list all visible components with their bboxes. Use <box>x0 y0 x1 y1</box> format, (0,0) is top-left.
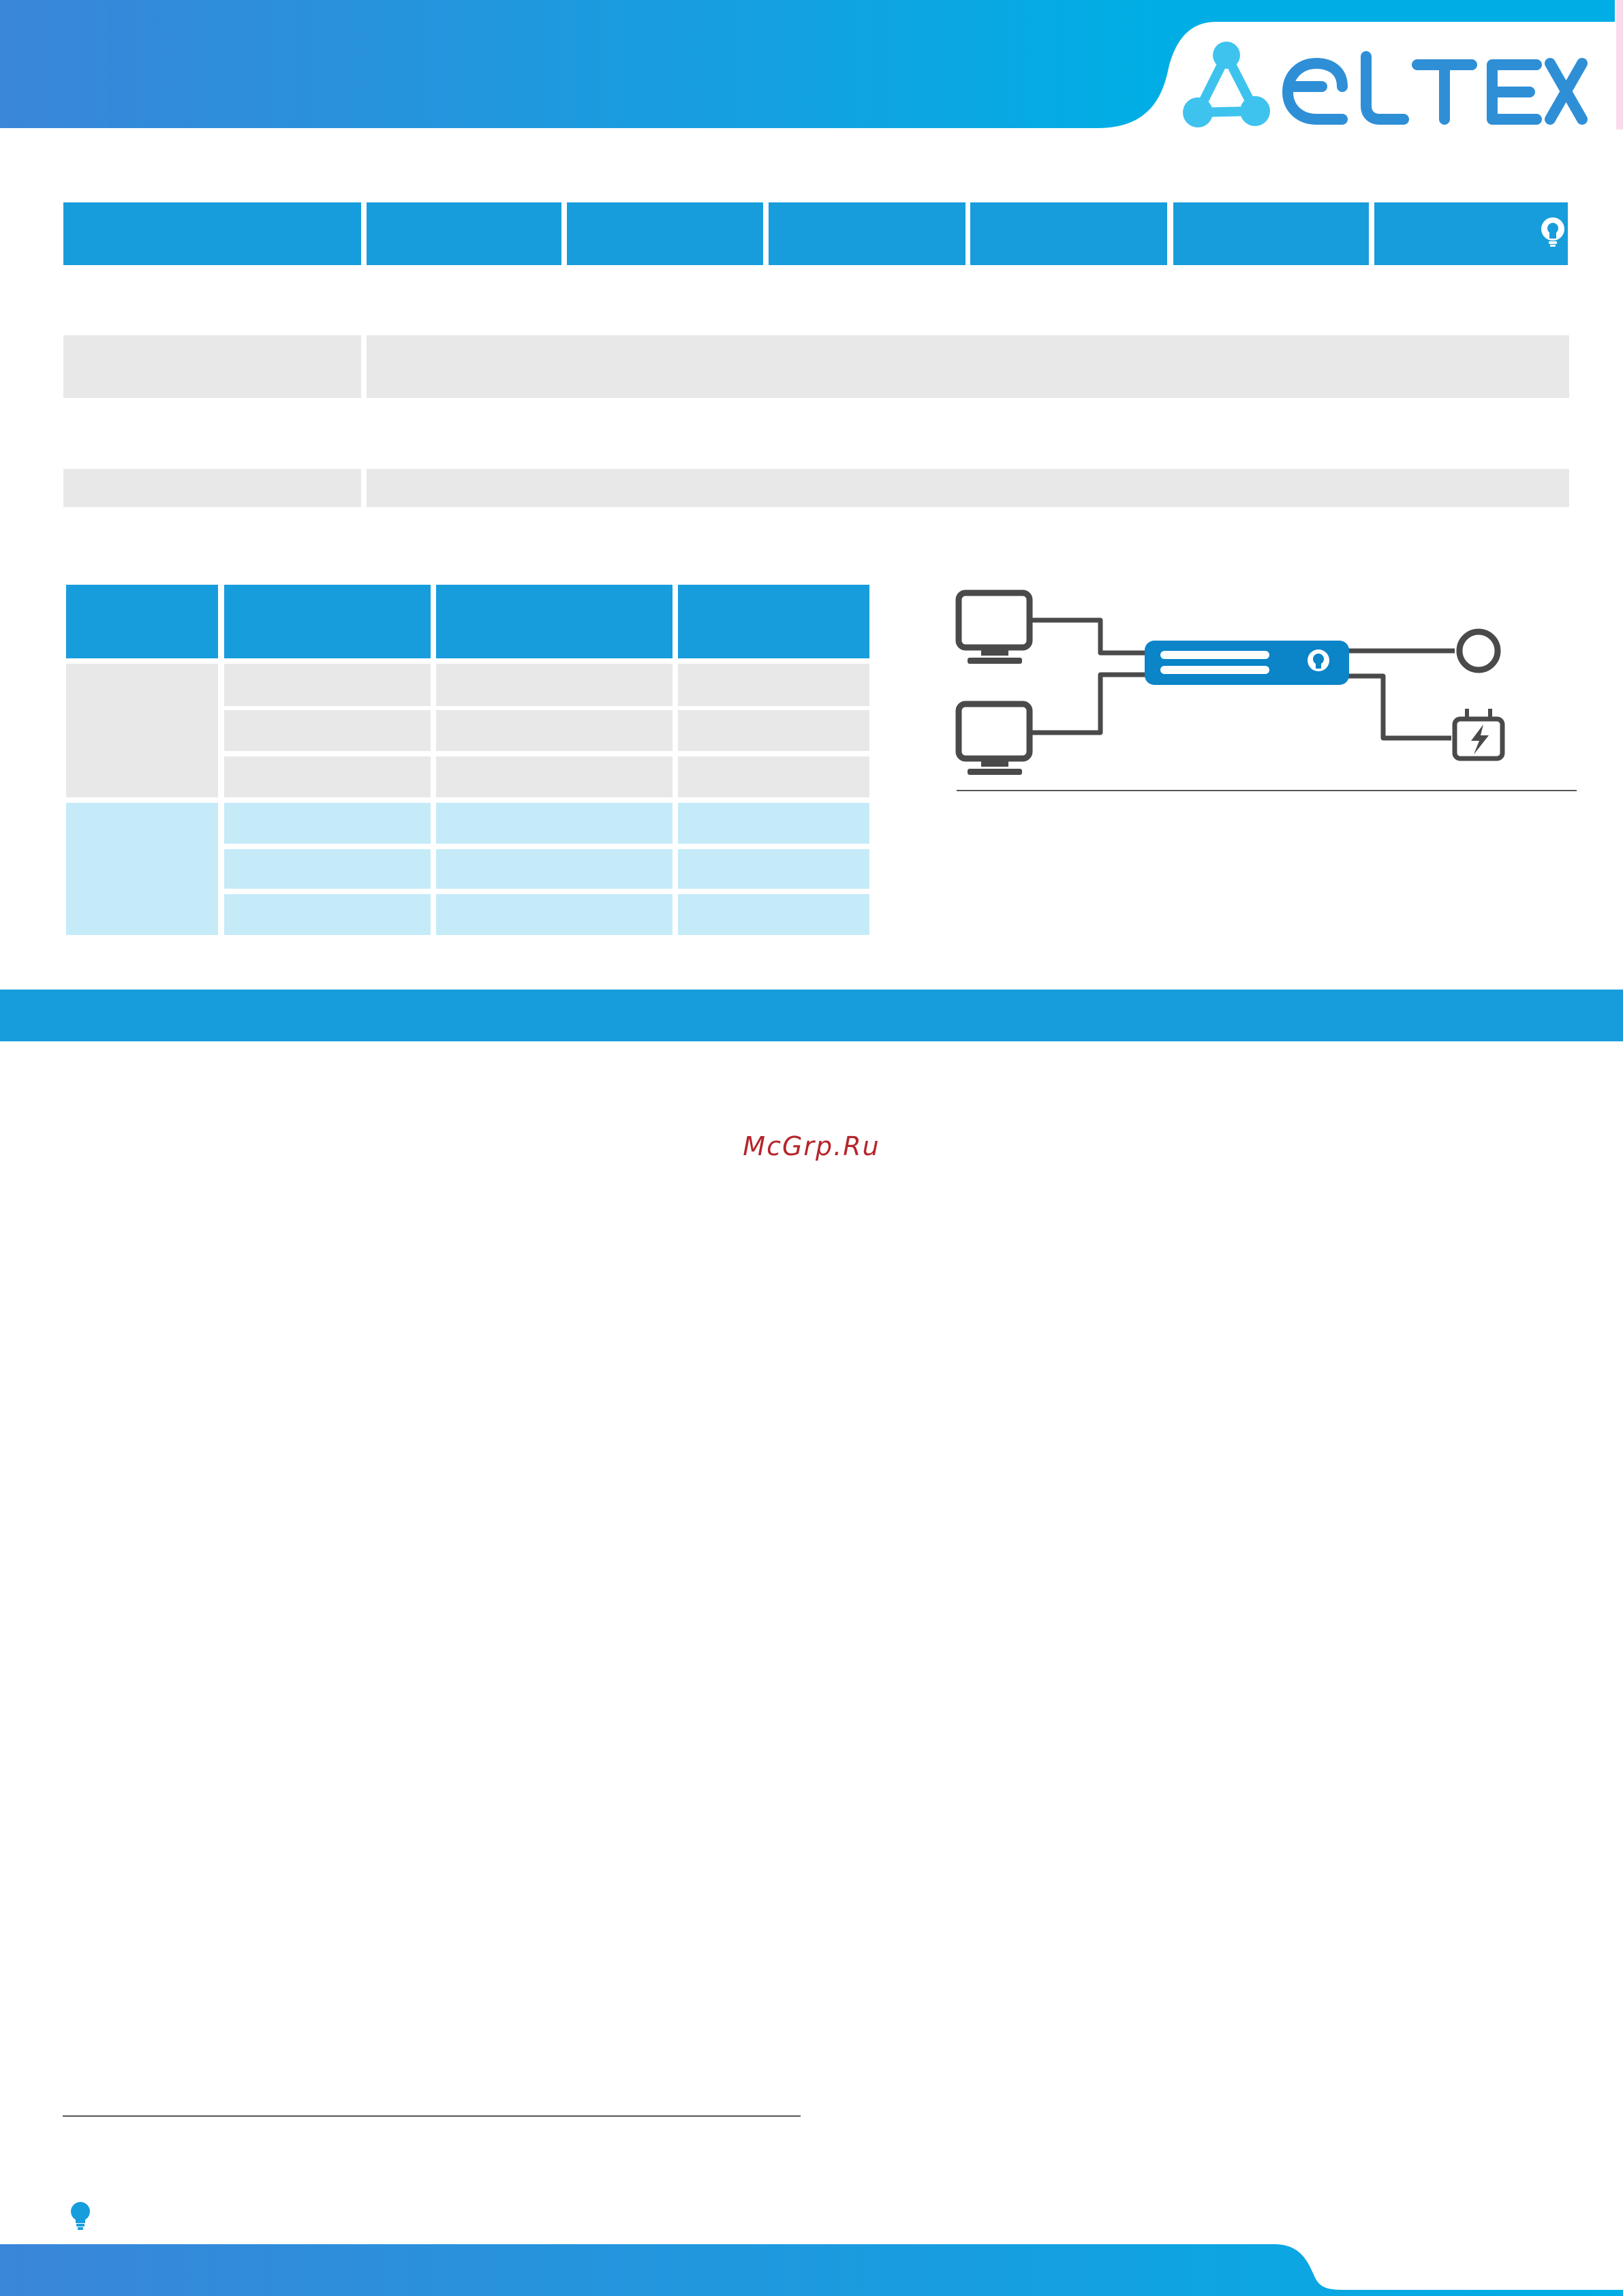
spec-header-cell <box>1374 202 1568 265</box>
table-cell <box>678 664 869 706</box>
table-cell <box>678 710 869 751</box>
spec-value-cell <box>367 335 1569 398</box>
table-cell <box>678 756 869 797</box>
table-cell <box>436 849 673 889</box>
lightbulb-icon <box>1539 217 1566 248</box>
spec-header-cell <box>367 202 561 265</box>
table-group-cell <box>66 803 218 935</box>
table-cell <box>224 664 431 706</box>
section-title-bar <box>0 990 1623 1041</box>
power-adapter-icon <box>1455 709 1502 759</box>
table-header-cell <box>436 585 673 658</box>
table-header-cell <box>66 585 218 658</box>
table-cell <box>436 803 673 844</box>
table-header-cell <box>678 585 869 658</box>
table-cell <box>678 894 869 935</box>
table-cell <box>678 803 869 844</box>
eltex-logo <box>1179 37 1588 133</box>
table-header-cell <box>224 585 431 658</box>
connection-diagram <box>950 583 1577 801</box>
table-cell <box>436 756 673 797</box>
table-cell <box>224 894 431 935</box>
logo-mark-icon <box>1183 42 1270 127</box>
desktop-monitor-icon <box>959 593 1030 664</box>
table-cell <box>224 849 431 889</box>
spec-header-cell <box>1173 202 1369 265</box>
spec-header-cell <box>970 202 1167 265</box>
table-cell <box>436 664 673 706</box>
desktop-monitor-icon <box>959 704 1030 775</box>
lightbulb-icon <box>67 2200 94 2231</box>
spec-header-cell <box>769 202 965 265</box>
table-cell <box>436 710 673 751</box>
footer-band <box>0 2242 1623 2296</box>
network-device-icon <box>1145 641 1349 685</box>
table-cell <box>224 803 431 844</box>
spec-header-cell <box>567 202 763 265</box>
table-cell <box>678 849 869 889</box>
footnote-separator <box>63 2115 801 2117</box>
table-cell <box>224 710 431 751</box>
watermark-text: McGrp.Ru <box>743 1131 880 1161</box>
table-group-cell <box>66 664 218 797</box>
spec-header-cell <box>63 202 361 265</box>
circle-port-icon <box>1459 632 1498 670</box>
spec-value-cell <box>367 469 1569 507</box>
table-cell <box>224 756 431 797</box>
spec-label-cell <box>63 335 361 398</box>
spec-label-cell <box>63 469 361 507</box>
table-cell <box>436 894 673 935</box>
